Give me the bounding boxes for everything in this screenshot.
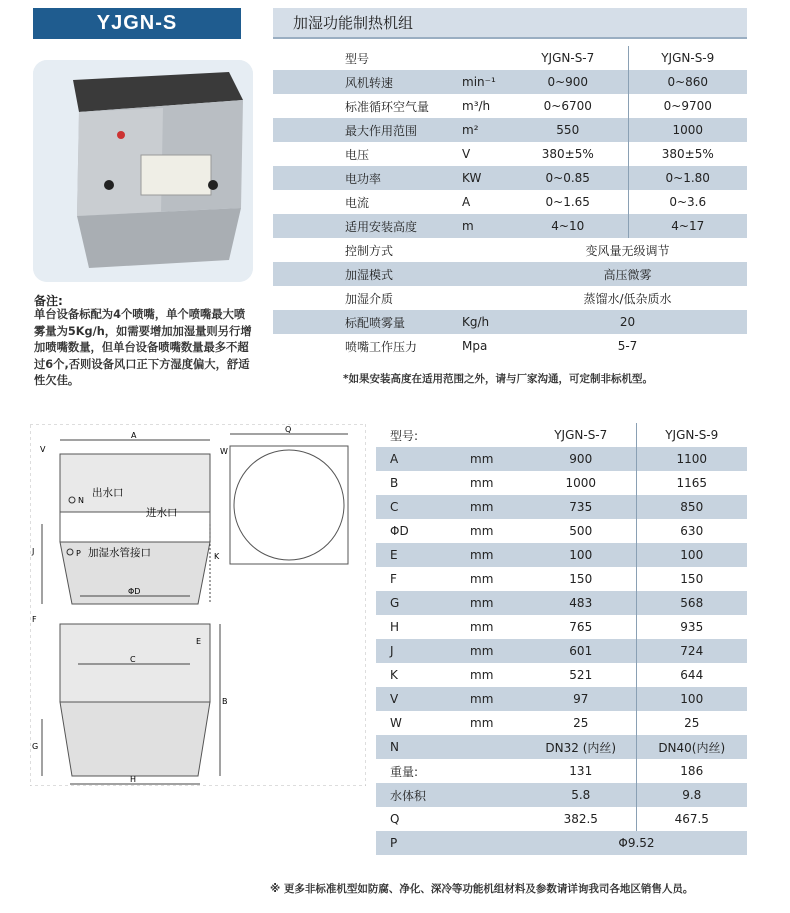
row-label: A bbox=[376, 447, 466, 471]
row-value-1: 765 bbox=[526, 615, 636, 639]
row-label: 电功率 bbox=[273, 166, 458, 190]
note-body: 单台设备标配为4个喷嘴，单个喷嘴最大喷雾量为5Kg/h，如需要增加加湿量则另行增加喷嘴数量，但单台设备喷嘴数量最多不超过6个,否则设备风口正下方湿度偏大，舒适性欠佳。 bbox=[34, 308, 252, 387]
row-value-2: 644 bbox=[636, 663, 747, 687]
row-value-1: 25 bbox=[526, 711, 636, 735]
table-row bbox=[376, 495, 747, 519]
table-row bbox=[376, 591, 747, 615]
dim-header-row bbox=[376, 423, 747, 447]
row-unit bbox=[466, 735, 526, 759]
row-label: C bbox=[376, 495, 466, 519]
dimension-drawing bbox=[30, 424, 366, 786]
table-row bbox=[376, 447, 747, 471]
row-label: H bbox=[376, 615, 466, 639]
row-label: 电压 bbox=[273, 142, 458, 166]
table-row bbox=[376, 471, 747, 495]
row-label: 电流 bbox=[273, 190, 458, 214]
row-value-2: 186 bbox=[636, 759, 747, 783]
table-row bbox=[376, 639, 747, 663]
row-unit: mm bbox=[466, 495, 526, 519]
row-value-2: 25 bbox=[636, 711, 747, 735]
table-row bbox=[273, 118, 747, 142]
row-label: 适用安装高度 bbox=[273, 214, 458, 238]
row-value-2: 630 bbox=[636, 519, 747, 543]
header-label: 型号 bbox=[273, 46, 458, 70]
svg-text:P: P bbox=[76, 549, 81, 558]
table-row bbox=[273, 94, 747, 118]
footer-note: ※ 更多非标准机型如防腐、净化、深冷等功能机组材料及参数请详询我司各地区销售人员。 bbox=[270, 883, 694, 895]
row-value-2: 467.5 bbox=[636, 807, 747, 831]
row-label: J bbox=[376, 639, 466, 663]
row-label: E bbox=[376, 543, 466, 567]
svg-text:K: K bbox=[214, 552, 220, 561]
row-value-1: 97 bbox=[526, 687, 636, 711]
row-label: K bbox=[376, 663, 466, 687]
table-row bbox=[273, 190, 747, 214]
row-value-2: 0~3.6 bbox=[628, 190, 747, 214]
row-value-2: 100 bbox=[636, 687, 747, 711]
row-label: 最大作用范围 bbox=[273, 118, 458, 142]
row-label: 喷嘴工作压力 bbox=[273, 334, 458, 358]
header-col1: YJGN-S-7 bbox=[526, 423, 636, 447]
spec-header-row bbox=[273, 46, 747, 70]
row-value-merged: 20 bbox=[508, 310, 747, 334]
header-unit bbox=[458, 46, 508, 70]
table-row bbox=[376, 543, 747, 567]
row-label: P bbox=[376, 831, 466, 855]
row-value-1: 4~10 bbox=[508, 214, 628, 238]
svg-text:G: G bbox=[32, 742, 39, 751]
table-row bbox=[273, 286, 747, 310]
row-value-2: 724 bbox=[636, 639, 747, 663]
row-label: W bbox=[376, 711, 466, 735]
page-title-text: 加湿功能制热机组 bbox=[293, 14, 414, 32]
table-row bbox=[273, 262, 747, 286]
row-unit: KW bbox=[458, 166, 508, 190]
spec-footnote: *如果安装高度在适用范围之外，请与厂家沟通，可定制非标机型。 bbox=[343, 373, 653, 385]
row-value-2: 1165 bbox=[636, 471, 747, 495]
row-unit: A bbox=[458, 190, 508, 214]
svg-text:E: E bbox=[196, 637, 202, 646]
table-row bbox=[376, 807, 747, 831]
table-row bbox=[273, 238, 747, 262]
row-unit bbox=[458, 286, 508, 310]
table-row bbox=[376, 663, 747, 687]
row-unit: mm bbox=[466, 615, 526, 639]
header-col2: YJGN-S-9 bbox=[636, 423, 747, 447]
row-unit: m³/h bbox=[458, 94, 508, 118]
row-value-merged: 高压微雾 bbox=[508, 262, 747, 286]
row-unit bbox=[466, 783, 526, 807]
row-value-1: 380±5% bbox=[508, 142, 628, 166]
row-value-1: 382.5 bbox=[526, 807, 636, 831]
svg-text:J: J bbox=[32, 547, 35, 556]
svg-text:W: W bbox=[220, 447, 228, 456]
row-label: ΦD bbox=[376, 519, 466, 543]
row-value-1: 150 bbox=[526, 567, 636, 591]
row-unit: mm bbox=[466, 543, 526, 567]
model-tag: YJGN-S bbox=[33, 8, 241, 39]
table-row bbox=[376, 735, 747, 759]
row-unit: Mpa bbox=[458, 334, 508, 358]
row-unit: mm bbox=[466, 639, 526, 663]
row-value-1: 900 bbox=[526, 447, 636, 471]
row-value-2: 0~860 bbox=[628, 70, 747, 94]
label-humid-inlet: 加湿水管接口 bbox=[88, 547, 151, 559]
svg-text:C: C bbox=[130, 655, 136, 664]
table-row bbox=[376, 783, 747, 807]
row-label: Q bbox=[376, 807, 466, 831]
row-value-2: 1100 bbox=[636, 447, 747, 471]
svg-text:ΦD: ΦD bbox=[128, 587, 141, 596]
row-value-merged: 蒸馏水/低杂质水 bbox=[508, 286, 747, 310]
row-unit: mm bbox=[466, 519, 526, 543]
row-label: B bbox=[376, 471, 466, 495]
product-photo bbox=[33, 60, 253, 282]
row-label: G bbox=[376, 591, 466, 615]
row-unit bbox=[458, 262, 508, 286]
table-row bbox=[376, 687, 747, 711]
row-unit: min⁻¹ bbox=[458, 70, 508, 94]
row-value-1: 521 bbox=[526, 663, 636, 687]
row-unit bbox=[466, 807, 526, 831]
table-row bbox=[273, 334, 747, 358]
row-unit: mm bbox=[466, 567, 526, 591]
row-unit: mm bbox=[466, 711, 526, 735]
row-unit bbox=[466, 759, 526, 783]
row-value-1: 100 bbox=[526, 543, 636, 567]
spec-table bbox=[273, 46, 747, 358]
row-label: N bbox=[376, 735, 466, 759]
row-unit bbox=[458, 238, 508, 262]
table-row bbox=[376, 759, 747, 783]
svg-text:F: F bbox=[32, 615, 37, 624]
row-value-1: 500 bbox=[526, 519, 636, 543]
row-unit: m² bbox=[458, 118, 508, 142]
svg-text:Q: Q bbox=[285, 425, 292, 434]
row-value-1: 735 bbox=[526, 495, 636, 519]
row-value-2: DN40(内丝) bbox=[636, 735, 747, 759]
header-col2: YJGN-S-9 bbox=[628, 46, 747, 70]
product-illustration bbox=[33, 60, 253, 282]
row-label: 重量: bbox=[376, 759, 466, 783]
page-title bbox=[273, 8, 747, 39]
label-outlet: 出水口 bbox=[92, 487, 124, 499]
row-label: V bbox=[376, 687, 466, 711]
table-row bbox=[376, 615, 747, 639]
row-label: 标配喷雾量 bbox=[273, 310, 458, 334]
row-label: 标准循环空气量 bbox=[273, 94, 458, 118]
row-label: 加湿模式 bbox=[273, 262, 458, 286]
svg-text:V: V bbox=[40, 445, 46, 454]
row-unit: V bbox=[458, 142, 508, 166]
row-value-merged: Φ9.52 bbox=[526, 831, 747, 855]
header-label: 型号: bbox=[376, 423, 466, 447]
table-row bbox=[273, 310, 747, 334]
row-unit: mm bbox=[466, 447, 526, 471]
row-value-2: 380±5% bbox=[628, 142, 747, 166]
row-value-merged: 5-7 bbox=[508, 334, 747, 358]
label-inlet: 进水口 bbox=[146, 507, 178, 519]
row-label: 控制方式 bbox=[273, 238, 458, 262]
row-value-1: 0~900 bbox=[508, 70, 628, 94]
row-value-1: 5.8 bbox=[526, 783, 636, 807]
row-value-1: 131 bbox=[526, 759, 636, 783]
row-value-1: 0~0.85 bbox=[508, 166, 628, 190]
row-value-2: 100 bbox=[636, 543, 747, 567]
svg-text:B: B bbox=[222, 697, 228, 706]
row-value-1: 0~6700 bbox=[508, 94, 628, 118]
header-col1: YJGN-S-7 bbox=[508, 46, 628, 70]
row-unit: m bbox=[458, 214, 508, 238]
table-row bbox=[273, 70, 747, 94]
row-unit: mm bbox=[466, 663, 526, 687]
table-row bbox=[273, 214, 747, 238]
svg-text:A: A bbox=[131, 431, 137, 440]
svg-text:H: H bbox=[130, 775, 137, 784]
row-value-2: 0~9700 bbox=[628, 94, 747, 118]
row-value-merged: 变风量无级调节 bbox=[508, 238, 747, 262]
row-value-2: 4~17 bbox=[628, 214, 747, 238]
table-row bbox=[376, 711, 747, 735]
table-row bbox=[376, 519, 747, 543]
row-label: 风机转速 bbox=[273, 70, 458, 94]
row-value-1: 601 bbox=[526, 639, 636, 663]
row-value-2: 935 bbox=[636, 615, 747, 639]
row-value-2: 850 bbox=[636, 495, 747, 519]
row-label: 加湿介质 bbox=[273, 286, 458, 310]
row-value-1: DN32 (内丝) bbox=[526, 735, 636, 759]
table-row bbox=[273, 142, 747, 166]
row-label: 水体积 bbox=[376, 783, 466, 807]
row-value-2: 1000 bbox=[628, 118, 747, 142]
row-value-1: 1000 bbox=[526, 471, 636, 495]
row-value-2: 568 bbox=[636, 591, 747, 615]
row-value-2: 0~1.80 bbox=[628, 166, 747, 190]
row-unit: Kg/h bbox=[458, 310, 508, 334]
row-value-1: 483 bbox=[526, 591, 636, 615]
row-value-1: 550 bbox=[508, 118, 628, 142]
row-value-2: 9.8 bbox=[636, 783, 747, 807]
dimension-svg bbox=[30, 424, 366, 786]
table-row bbox=[273, 166, 747, 190]
row-value-1: 0~1.65 bbox=[508, 190, 628, 214]
header-unit bbox=[466, 423, 526, 447]
dimension-table bbox=[376, 423, 747, 855]
row-label: F bbox=[376, 567, 466, 591]
row-unit: mm bbox=[466, 471, 526, 495]
row-unit: mm bbox=[466, 687, 526, 711]
svg-text:N: N bbox=[78, 496, 84, 505]
row-value-2: 150 bbox=[636, 567, 747, 591]
row-unit bbox=[466, 831, 526, 855]
row-unit: mm bbox=[466, 591, 526, 615]
note-title: 备注: bbox=[34, 294, 63, 308]
table-row bbox=[376, 567, 747, 591]
table-row bbox=[376, 831, 747, 855]
